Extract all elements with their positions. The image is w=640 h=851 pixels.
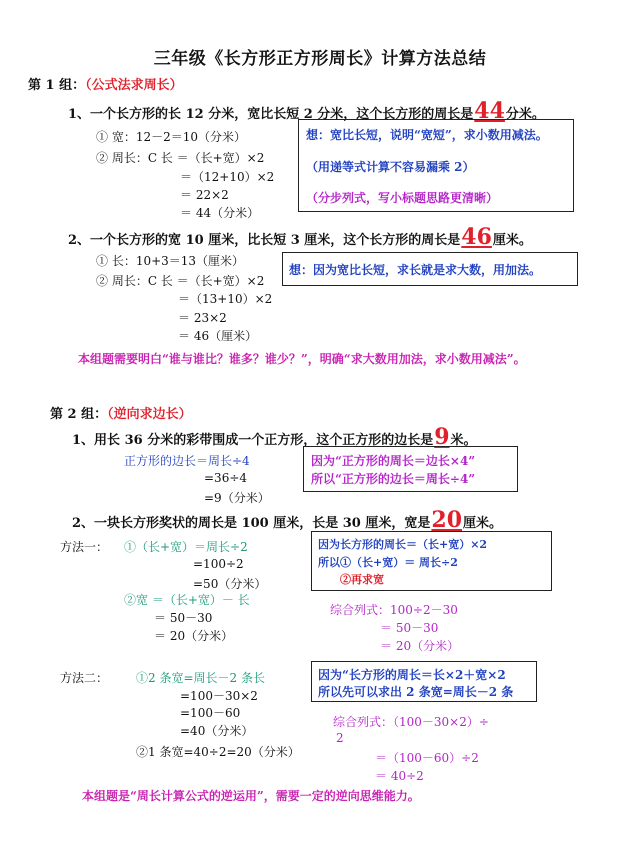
m1-step-6: ＝ 20（分米） xyxy=(154,629,234,643)
g1p2-step-1: ① 长：10+3＝13（厘米） xyxy=(96,254,245,268)
method2-label: 方法二： xyxy=(60,671,109,685)
m2-combined-4: ＝ 40÷2 xyxy=(375,769,424,783)
m1-hint-2: 所以①（长+宽）＝ 周长÷2 xyxy=(318,556,458,569)
g1p2-step-3: ＝（13+10）×2 xyxy=(178,292,273,306)
g1p2-text-a: 2、一个长方形的宽 10 厘米，比长短 3 厘米，这个长方形的周长是 xyxy=(68,233,461,248)
g1p2-step-5: ＝ 46（厘米） xyxy=(178,329,258,343)
m1-step-3: =50（分米） xyxy=(193,577,267,591)
m1-step-1: ①（长+宽）＝周长÷2 xyxy=(124,540,248,554)
g1p1-text-a: 1、一个长方形的长 12 分米，宽比长短 2 分米，这个长方形的周长是 xyxy=(68,107,474,122)
g2-problem-2 xyxy=(72,507,503,533)
g2p1-hint-2: 所以“正方形的边长＝周长÷4” xyxy=(311,472,476,486)
g2p1-step-2: =36÷4 xyxy=(204,471,248,485)
group2-label: 第 2 组： xyxy=(50,407,108,422)
g1p1-hint-1: 想：宽比长短，说明“宽短”，求小数用减法。 xyxy=(306,128,548,142)
g1p2-step-4: ＝ 23×2 xyxy=(178,311,227,325)
m1-combined-2: ＝ 50－30 xyxy=(380,621,439,635)
g1p1-step-3: ＝（12+10）×2 xyxy=(180,170,275,184)
g1p1-step-2: ② 周长：C 长 ＝（长+宽）×2 xyxy=(96,151,265,165)
g1p1-hint-3: （分步列式，写小标题思路更清晰） xyxy=(306,191,499,205)
g2p2-answer: 20 xyxy=(431,507,463,533)
g1p2-answer: 46 xyxy=(461,224,492,250)
g2p2-text-a: 2、一块长方形奖状的周长是 100 厘米，长是 30 厘米，宽是 xyxy=(72,516,431,531)
m1-step-4: ②宽 ＝（长+宽）－ 长 xyxy=(124,593,250,607)
g1p1-step-5: ＝ 44（分米） xyxy=(180,206,260,220)
g2p1-text-a: 1、用长 36 分米的彩带围成一个正方形，这个正方形的边长是 xyxy=(72,433,434,448)
m1-step-5: ＝ 50－30 xyxy=(154,611,213,625)
g1p2-hint-1: 想：因为宽比长短，求长就是求大数，用加法。 xyxy=(289,263,542,277)
m2-step-2: =100－30×2 xyxy=(180,689,258,703)
g2p1-text-b: 米。 xyxy=(450,433,477,448)
g2p2-text-b: 厘米。 xyxy=(463,516,503,531)
m1-combined-3: ＝ 20（分米） xyxy=(380,639,460,653)
g2p1-hint-1: 因为“正方形的周长＝边长×4” xyxy=(311,454,476,468)
group2-heading xyxy=(50,403,192,422)
group1-topic: （公式法求周长） xyxy=(85,78,183,93)
m2-combined-3: ＝（100－60）÷2 xyxy=(375,751,479,765)
m2-step-4: =40（分米） xyxy=(180,724,254,738)
g2p1-answer: 9 xyxy=(434,424,450,450)
g1p1-answer: 44 xyxy=(474,98,505,124)
g1p1-step-4: ＝ 22×2 xyxy=(180,188,229,202)
m1-hint-3: ②再求宽 xyxy=(340,573,384,586)
g1p1-text-b: 分米。 xyxy=(505,107,545,122)
group1-summary-note: 本组题需要明白“谁与谁比？谁多？谁少？”，明确“求大数用加法，求小数用减法”。 xyxy=(78,352,526,366)
group2-summary-note: 本组题是“周长计算公式的逆运用”，需要一定的逆向思维能力。 xyxy=(82,789,420,803)
m2-step-3: =100－60 xyxy=(180,706,241,720)
m1-combined-1: 综合列式：100÷2－30 xyxy=(330,603,458,617)
g1p1-hint-2: （用递等式计算不容易漏乘 2） xyxy=(306,160,475,174)
m2-step-1: ①2 条宽=周长－2 条长 xyxy=(136,671,265,685)
method1-label: 方法一： xyxy=(60,540,109,554)
page-title: 三年级《长方形正方形周长》计算方法总结 xyxy=(153,49,487,69)
g2p1-step-1: 正方形的边长＝周长÷4 xyxy=(124,454,250,468)
g1p1-step-1: ① 宽：12－2＝10（分米） xyxy=(96,130,246,144)
m2-combined-2: 2 xyxy=(336,731,344,745)
m1-hint-1: 因为长方形的周长＝（长+宽）×2 xyxy=(318,538,488,551)
m1-step-2: =100÷2 xyxy=(193,557,244,571)
group2-topic: （逆向求边长） xyxy=(107,407,192,422)
g1-problem-2 xyxy=(68,224,532,250)
group1-label: 第 1 组： xyxy=(28,78,86,93)
m2-hint-2: 所以先可以求出 2 条宽=周长－2 条 xyxy=(318,685,514,699)
g1p2-text-b: 厘米。 xyxy=(492,233,532,248)
m2-hint-1: 因为“长方形的周长＝长×2＋宽×2 xyxy=(318,668,506,682)
g2p1-step-3: =9（分米） xyxy=(204,491,270,505)
group1-heading xyxy=(28,74,183,93)
g1p2-step-2: ② 周长：C 长 ＝（长+宽）×2 xyxy=(96,274,265,288)
m2-combined-1: 综合列式：（100－30×2）÷ xyxy=(333,715,489,729)
m2-step-5: ②1 条宽=40÷2=20（分米） xyxy=(136,745,300,759)
